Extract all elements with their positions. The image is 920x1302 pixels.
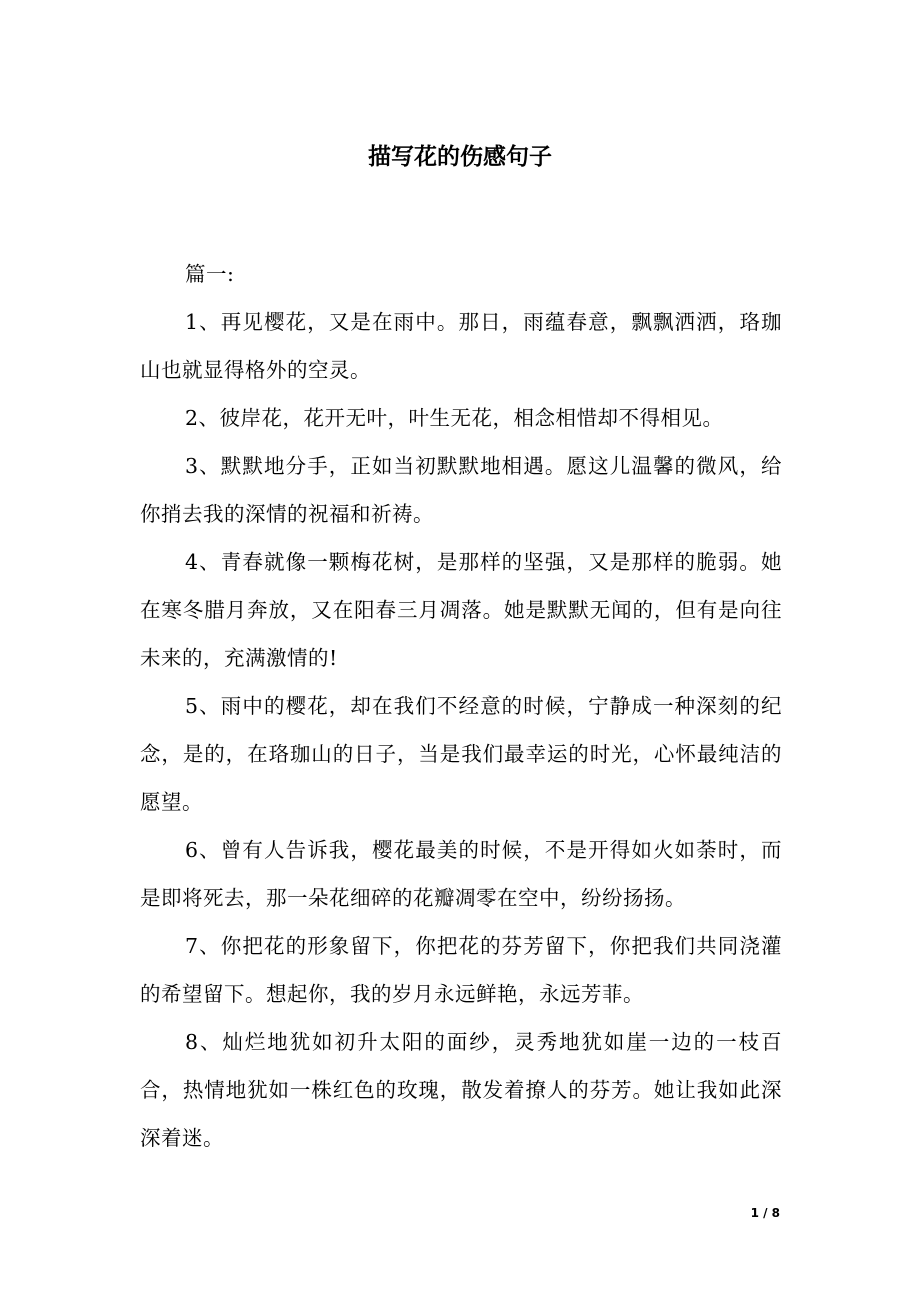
paragraph-1: 1、再见樱花，又是在雨中。那日，雨蕴春意，飘飘洒洒，珞珈山也就显得格外的空灵。 [140,310,782,382]
paragraph-5: 5、雨中的樱花，却在我们不经意的时候，宁静成一种深刻的纪念，是的，在珞珈山的日子，当是我们最幸运的时光，心怀最纯洁的愿望。 [140,694,782,814]
document-body [140,250,782,1162]
paragraph-3: 3、默默地分手，正如当初默默地相遇。愿这儿温馨的微风，给你捎去我的深情的祝福和祈祷。 [140,454,782,526]
paragraph-6: 6、曾有人告诉我，樱花最美的时候，不是开得如火如荼时，而是即将死去，那一朵花细碎的花瓣凋零在空中，纷纷扬扬。 [140,838,782,910]
paragraph-8: 8、灿烂地犹如初升太阳的面纱，灵秀地犹如崖一边的一枝百合，热情地犹如一株红色的玫瑰，散发着撩人的芬芳。她让我如此深深着迷。 [140,1030,782,1150]
page-number: 1 / 8 [750,1206,780,1220]
paragraph-4: 4、青春就像一颗梅花树，是那样的坚强，又是那样的脆弱。她在寒冬腊月奔放，又在阳春三月凋落。她是默默无闻的，但有是向往未来的，充满激情的! [140,550,782,670]
section-heading: 篇一: [185,262,235,286]
document-title: 描写花的伤感句子 [368,143,552,170]
paragraph-2: 2、彼岸花，花开无叶，叶生无花，相念相惜却不得相见。 [185,406,724,430]
paragraph-7: 7、你把花的形象留下，你把花的芬芳留下，你把我们共同浇灌的希望留下。想起你，我的岁月永远鲜艳，永远芳菲。 [140,934,782,1006]
